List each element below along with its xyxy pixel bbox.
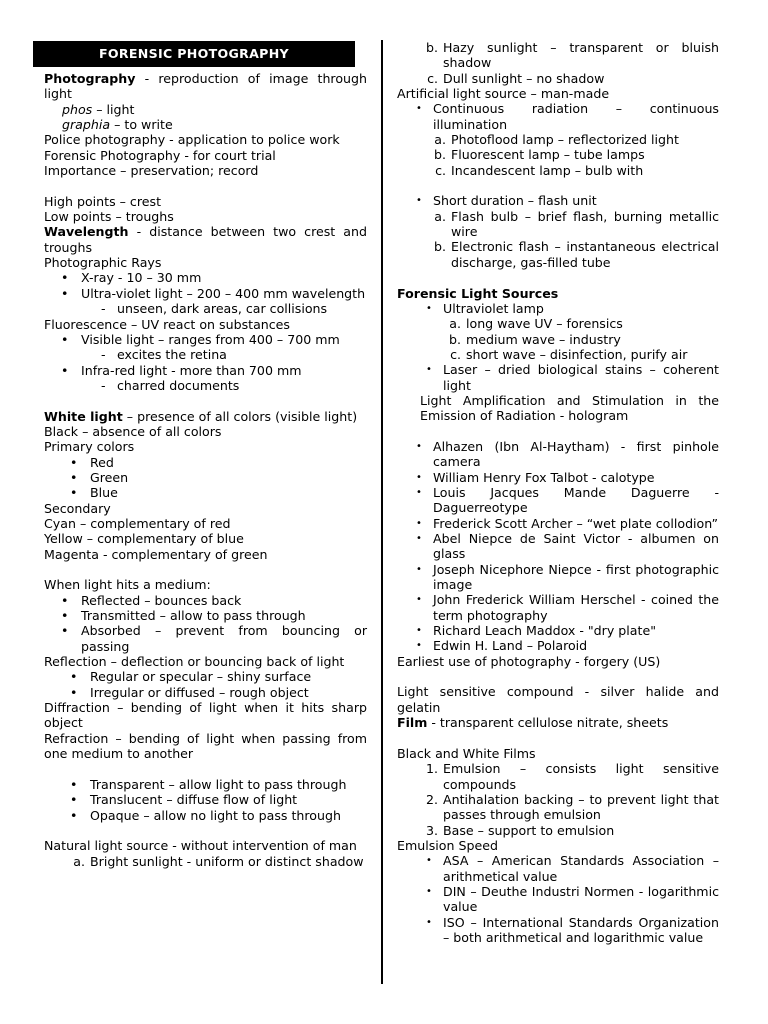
white-light-definition: White light – presence of all colors (visible light) [44,408,358,424]
earliest-use: Earliest use of photography - forgery (US) [397,653,661,669]
list-item: - excites the retina [117,347,367,362]
list-item: • Irregular or diffused – rough object [90,685,367,700]
list-item: • Laser – dried biological stains – coherent light [443,362,719,393]
list-item: • Red [90,455,367,470]
natural-list [44,854,367,869]
magenta-line: Magenta - complementary of green [44,546,268,562]
list-item: a. Flash bulb – brief flash, burning metallic wire [451,209,719,240]
police-photography: Police photography - application to police work [44,132,340,148]
list-item: b. medium wave – industry [466,332,719,347]
diffraction-definition: Diffraction – bending of light when it hits sharp object [44,700,367,731]
laser-acronym: Light Amplification and Stimulation in the Emission of Radiation - hologram [420,392,719,424]
list-item: • Continuous radiation – continuous illumination [433,101,719,132]
list-item: • DIN – Deuthe Industri Normen - logarithmic value [443,884,719,915]
list-item: • Richard Leach Maddox - "dry plate" [433,623,719,638]
low-points: Low points – troughs [44,209,174,225]
list-item: • ISO – International Standards Organization – both arithmetical and logarithmic value [443,915,719,946]
list-item: b. Electronic flash – instantaneous electrical discharge, gas-filled tube [451,239,719,270]
list-item: • Visible light – ranges from 400 – 700 mm [81,332,367,347]
medium-list [44,593,367,654]
list-item: 3. Base – support to emulsion [443,823,719,838]
photography-definition: Photography - reproduction of image through light [44,71,367,102]
graphia-line: graphia – to write [62,117,173,133]
list-item: b. Fluorescent lamp – tube lamps [451,147,719,162]
list-item: • Reflected – bounces back [81,593,367,608]
emulsion-speed-heading: Emulsion Speed [397,837,498,853]
reflection-definition: Reflection – deflection or bouncing back of light [44,654,345,670]
forensic-light-sources-heading: Forensic Light Sources [397,285,559,301]
speed-list [397,853,719,945]
list-item: 2. Antihalation backing – to prevent light that passes through emulsion [443,792,719,823]
photography-term: Photography [44,71,136,86]
flash-list [397,209,719,270]
cyan-line: Cyan – complementary of red [44,515,231,531]
list-item: • John Frederick William Herschel - coined the term photography [433,592,719,623]
list-item: • Ultra-violet light – 200 – 400 mm wavelength [81,286,367,301]
list-item: • Translucent – diffuse flow of light [90,792,367,807]
list-item: • Frederick Scott Archer – “wet plate collodion” [433,516,719,531]
list-item: 1. Emulsion – consists light sensitive compounds [443,761,719,792]
list-item: a. Bright sunlight - uniform or distinct shadow [90,854,367,869]
natural-light-definition: Natural light source - without intervention of man [44,838,357,854]
list-item: • Short duration – flash unit [433,193,719,208]
list-item: • Transparent – allow light to pass through [90,777,367,792]
high-points: High points – crest [44,193,162,209]
medium-heading: When light hits a medium: [44,577,211,593]
list-item: • Regular or specular – shiny surface [90,669,367,684]
bw-list [397,761,719,838]
list-item: • Absorbed – prevent from bouncing or passing [81,623,367,654]
left-column [44,40,367,869]
reflection-list [44,669,367,700]
list-item: a. long wave UV – forensics [466,316,719,331]
refraction-definition: Refraction – bending of light when passing from one medium to another [44,730,367,762]
fluorescence: Fluorescence – UV react on substances [44,316,290,332]
uv-list [397,316,719,362]
document-title: FORENSIC PHOTOGRAPHY [33,41,355,67]
column-divider [381,40,383,984]
list-item: • William Henry Fox Talbot - calotype [433,470,719,485]
list-item: a. Photoflood lamp – reflectorized light [451,132,719,147]
list-item: • Green [90,470,367,485]
black-definition: Black – absence of all colors [44,423,222,439]
secondary-heading: Secondary [44,500,111,516]
natural-list-continued [397,40,719,86]
list-item: - charred documents [117,378,367,393]
list-item: • Transmitted – allow to pass through [81,608,367,623]
rays-heading: Photographic Rays [44,255,162,271]
forensic-photography: Forensic Photography - for court trial [44,147,276,163]
people-list [397,439,719,654]
list-item: c. Dull sunlight – no shadow [443,71,719,86]
wavelength-definition: Wavelength - distance between two crest and troughs [44,224,367,255]
list-item: • Opaque – allow no light to pass through [90,808,367,823]
primary-list [44,455,367,501]
continuous-list [397,132,719,178]
list-item: • Louis Jacques Mande Daguerre - Daguerreotype [433,485,719,516]
list-item: • Edwin H. Land – Polaroid [433,638,719,653]
right-column [397,40,719,945]
list-item: • X-ray - 10 – 30 mm [81,270,367,285]
list-item: b. Hazy sunlight – transparent or bluish shadow [443,40,719,71]
list-item: • Blue [90,485,367,500]
list-item: • Alhazen (Ibn Al-Haytham) - first pinhole camera [433,439,719,470]
list-item: c. short wave – disinfection, purify air [466,347,719,362]
yellow-line: Yellow – complementary of blue [44,531,244,547]
opacity-list [44,777,367,823]
bw-films-heading: Black and White Films [397,745,536,761]
silver-halide: Light sensitive compound - silver halide and gelatin [397,684,719,715]
list-item: • Abel Niepce de Saint Victor - albumen on glass [433,531,719,562]
list-item: c. Incandescent lamp – bulb with [451,163,719,178]
list-item: • ASA – American Standards Association – arithmetical value [443,853,719,884]
list-item: • Infra-red light - more than 700 mm [81,363,367,378]
artificial-light-definition: Artificial light source – man-made [397,86,610,102]
importance: Importance – preservation; record [44,163,259,179]
rays-list [44,270,367,301]
list-item: - unseen, dark areas, car collisions [117,301,367,316]
film-definition: Film - transparent cellulose nitrate, sheets [397,715,669,731]
phos-line: phos – light [62,101,135,117]
list-item: • Ultraviolet lamp [443,301,719,316]
list-item: • Joseph Nicephore Niepce - first photographic image [433,562,719,593]
primary-heading: Primary colors [44,439,135,455]
